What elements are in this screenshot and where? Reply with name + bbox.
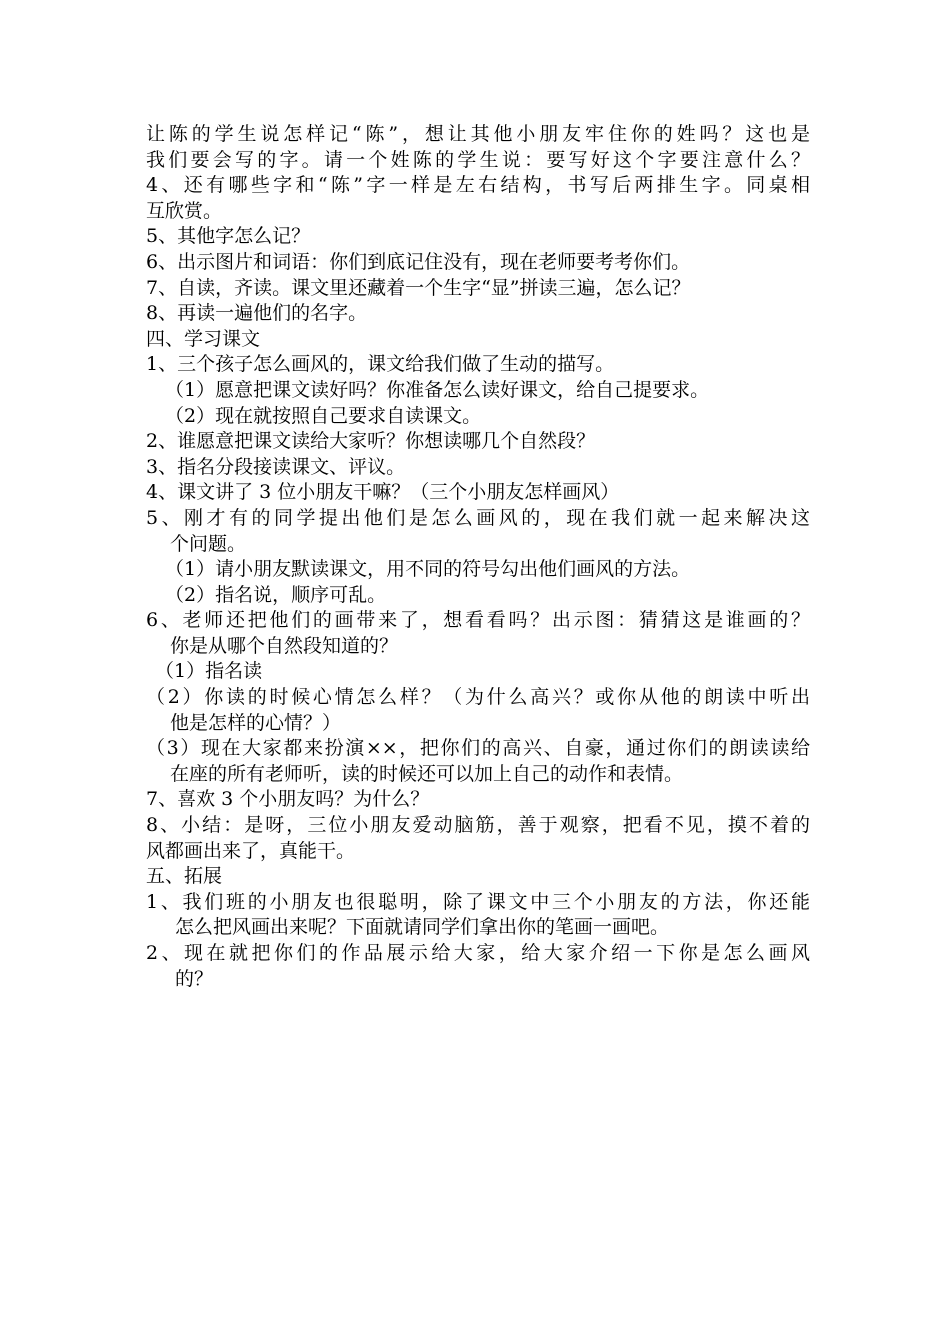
paragraph-line: 他是怎样的心情？） — [170, 711, 342, 734]
paragraph-line: （1）指名读 — [155, 660, 263, 683]
paragraph-line: 2、谁愿意把课文读给大家听？你想读哪几个自然段？ — [146, 430, 596, 453]
paragraph-line: 风都画出来了，真能干。 — [146, 839, 356, 862]
paragraph-line: 7、喜欢 3 个小朋友吗？为什么？ — [146, 788, 430, 811]
paragraph-line: （2）现在就按照自己要求自读课文。 — [165, 404, 482, 427]
paragraph-line: （2）你读的时候心情怎么样？（为什么高兴？或你从他的朗读中听出 — [146, 686, 810, 709]
paragraph-line: 6、出示图片和词语：你们到底记住没有，现在老师要考考你们。 — [146, 250, 691, 273]
paragraph-line: 6、老师还把他们的画带来了，想看看吗？出示图：猜猜这是谁画的？ — [146, 609, 810, 632]
paragraph-line: 个问题。 — [170, 532, 247, 555]
section-heading: 五、拓展 — [146, 865, 223, 888]
paragraph-line: 2、现在就把你们的作品展示给大家，给大家介绍一下你是怎么画风 — [146, 942, 810, 964]
paragraph-line: 怎么把风画出来呢？下面就请同学们拿出你的笔画一画吧。 — [175, 916, 670, 939]
paragraph-line: 5、刚才有的同学提出他们是怎么画风的，现在我们就一起来解决这 — [146, 506, 810, 529]
paragraph-line: 在座的所有老师听，读的时候还可以加上自己的动作和表情。 — [170, 762, 684, 785]
paragraph-line: 4、课文讲了 3 位小朋友干嘛？（三个小朋友怎样画风） — [146, 481, 620, 504]
paragraph-line: （1）愿意把课文读好吗？你准备怎么读好课文，给自己提要求。 — [165, 378, 710, 401]
paragraph-line: 7、自读，齐读。课文里还藏着一个生字“显”拼读三遍，怎么记？ — [146, 276, 691, 299]
paragraph-line: 8、小结：是呀，三位小朋友爱动脑筋，善于观察，把看不见，摸不着的 — [146, 814, 810, 837]
paragraph-line: 1、三个孩子怎么画风的，课文给我们做了生动的描写。 — [146, 353, 615, 376]
paragraph-line: 的？ — [175, 967, 214, 990]
paragraph-line: 让陈的学生说怎样记“陈”，想让其他小朋友牢住你的姓吗？这也是 — [146, 123, 810, 145]
paragraph-line: （1）请小朋友默读课文，用不同的符号勾出他们画风的方法。 — [165, 558, 691, 581]
paragraph-line: 4、还有哪些字和“陈”字一样是左右结构，书写后两排生字。同桌相 — [146, 174, 810, 197]
paragraph-line: 你是从哪个自然段知道的？ — [170, 634, 399, 657]
paragraph-line: 互欣赏。 — [146, 199, 223, 222]
paragraph-line: 1、我们班的小朋友也很聪明，除了课文中三个小朋友的方法，你还能 — [146, 890, 810, 913]
paragraph-line: 3、指名分段接读课文、评议。 — [146, 455, 406, 478]
paragraph-line: 我们要会写的字。请一个姓陈的学生说：要写好这个字要注意什么？ — [146, 148, 810, 171]
section-heading: 四、学习课文 — [146, 327, 261, 350]
paragraph-line: 8、再读一遍他们的名字。 — [146, 302, 368, 325]
document-body — [146, 122, 810, 992]
paragraph-line: （2）指名说，顺序可乱。 — [165, 583, 387, 606]
paragraph-line: 5、其他字怎么记？ — [146, 225, 311, 248]
paragraph-line: （3）现在大家都来扮演××，把你们的高兴、自豪，通过你们的朗读读给 — [146, 737, 810, 760]
